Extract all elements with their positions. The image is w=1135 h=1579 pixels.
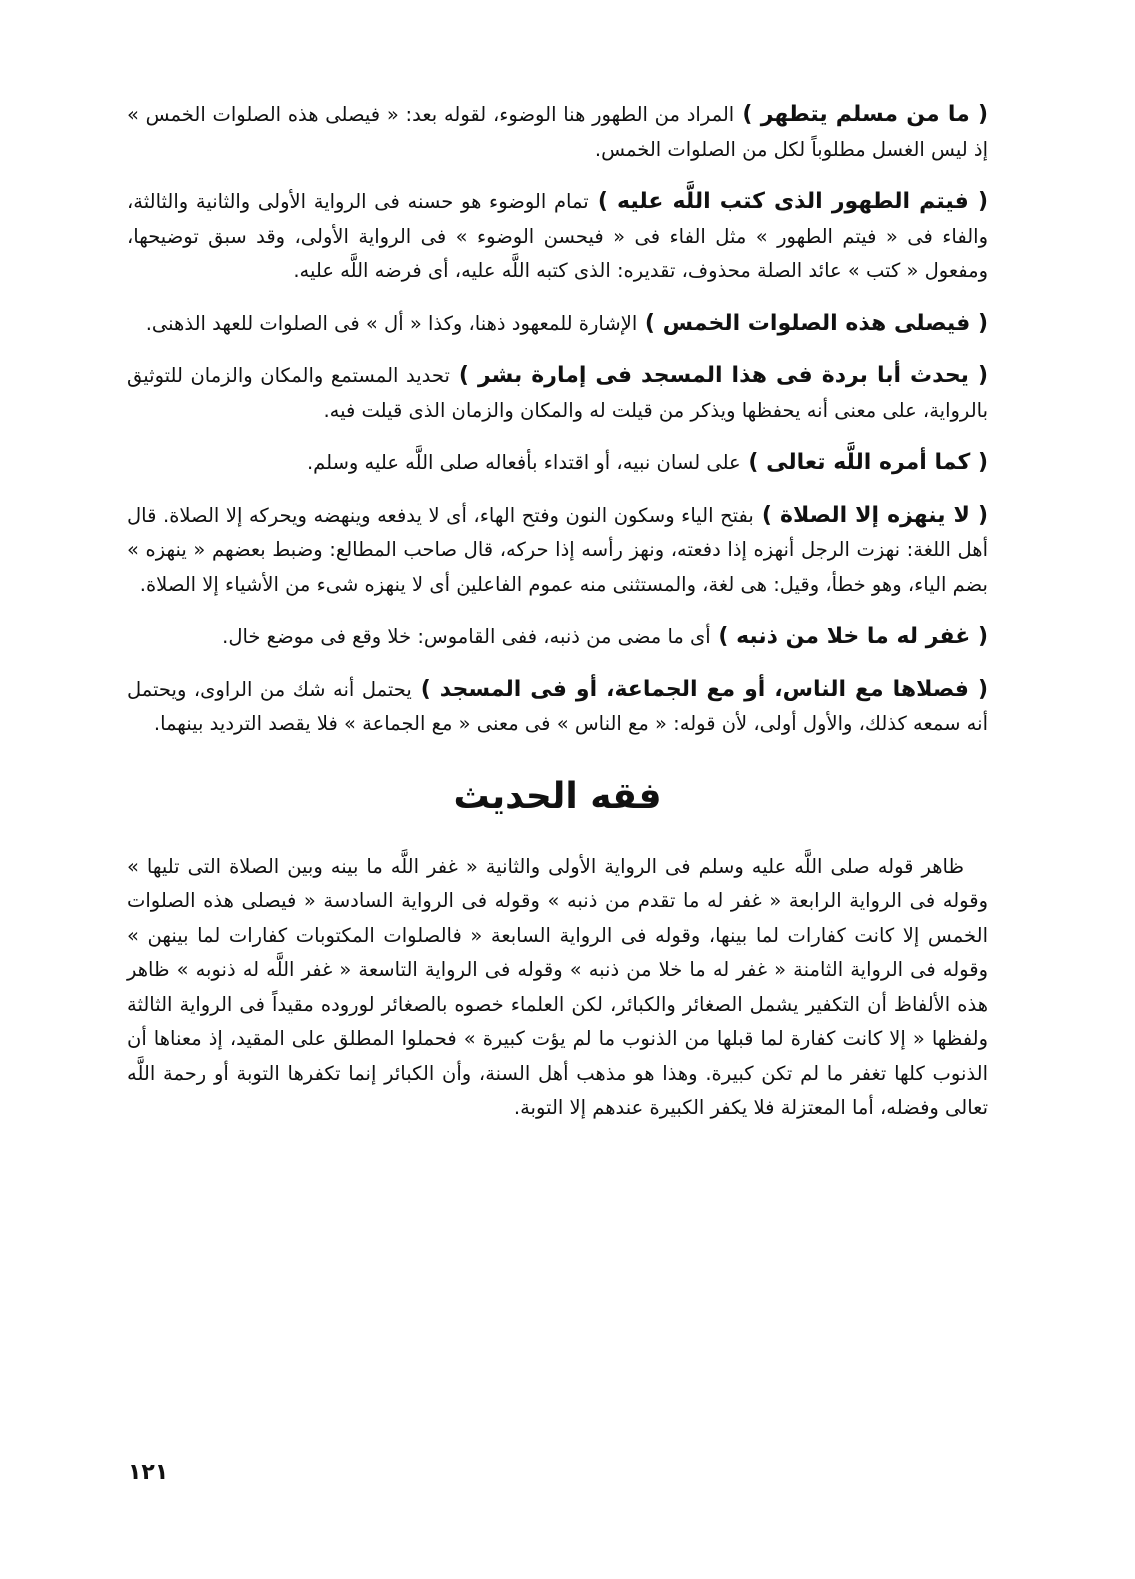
entry-7: ( غفر له ما خلا من ذنبه ) أى ما مضى من ذنبه، ففى القاموس: خلا وقع فى موضع خال. bbox=[222, 624, 988, 649]
entry-lemma: يحدث أبا بردة فى هذا المسجد فى إمارة بشر bbox=[477, 363, 969, 388]
entry-6: ( لا ينهزه إلا الصلاة ) بفتح الياء وسكون النون وفتح الهاء، أى لا يدفعه وينهضه ويحركه إلا الصلاة. قال أهل اللغة: نهزت الرجل أنهزه إذا دفعته، ونهز رأسه إذا حركه، قال صاحب المطالع: وضبط بعضهم « ينهزه » بضم الياء، وهو خطأ، وقيل: هى لغة، والمستثنى منه عموم الفاعلين أى لا ينهزه شىء من الأشياء إلا الصلاة. bbox=[127, 502, 989, 596]
entry-text: المراد من الطهور هنا الوضوء، لقوله بعد: « فيصلى هذه الصلوات الخمس » إذ ليس الغسل مطلوباً لكل من الصلوات الخمس. bbox=[127, 103, 988, 161]
entry-lemma: ما من مسلم يتطهر bbox=[760, 102, 970, 127]
entry-lemma: فصلاها مع الناس، أو مع الجماعة، أو فى المسجد bbox=[439, 676, 969, 702]
entry-text: يحتمل أنه شك من الراوى، ويحتمل أنه سمعه كذلك، والأول أولى، لأن قوله: « مع الناس » فى معنى « مع الجماعة » فلا يقصد الترديد بينهما. bbox=[127, 677, 988, 735]
entry-8: ( فصلاها مع الناس، أو مع الجماعة، أو فى المسجد ) يحتمل أنه شك من الراوى، ويحتمل أنه سمعه كذلك، والأول أولى، لأن قوله: « مع الناس » فى معنى « مع الجماعة » فلا يقصد الترديد بينهما. bbox=[127, 676, 989, 735]
entry-lemma: لا ينهزه إلا الصلاة bbox=[779, 502, 970, 528]
entry-text: الإشارة للمعهود ذهنا، وكذا « أل » فى الصلوات للعهد الذهنى. bbox=[145, 311, 638, 335]
entry-lemma: كما أمره اللَّه تعالى bbox=[766, 450, 971, 475]
entry-lemma: فيصلى هذه الصلوات الخمس bbox=[662, 310, 971, 336]
entry-text: تمام الوضوء هو حسنه فى الرواية الأولى والثانية والثالثة، والفاء فى « فيتم الطهور » مثل الفاء فى « فيحسن الوضوء » فى الرواية الأولى، وقد سبق توضيحها، ومفعول « كتب » عائد الصلة محذوف، تقديره: الذى كتبه اللَّه عليه، أى فرضه اللَّه عليه. bbox=[127, 190, 988, 282]
commentary-entries bbox=[127, 98, 988, 742]
entry-1: ( ما من مسلم يتطهر ) المراد من الطهور هنا الوضوء، لقوله بعد: « فيصلى هذه الصلوات الخمس » إذ ليس الغسل مطلوباً لكل من الصلوات الخمس. bbox=[127, 102, 989, 161]
entry-2: ( فيتم الطهور الذى كتب اللَّه عليه ) تمام الوضوء هو حسنه فى الرواية الأولى والثانية والثالثة، والفاء فى « فيتم الطهور » مثل الفاء فى « فيحسن الوضوء » فى الرواية الأولى، وقد سبق توضيحها، ومفعول « كتب » عائد الصلة محذوف، تقديره: الذى كتبه اللَّه عليه، أى فرضه اللَّه عليه. bbox=[127, 189, 989, 282]
entry-text: أى ما مضى من ذنبه، ففى القاموس: خلا وقع فى موضع خال. bbox=[222, 625, 711, 648]
entry-4: ( يحدث أبا بردة فى هذا المسجد فى إمارة بشر ) تحديد المستمع والمكان والزمان للتوثيق بالرواية، على معنى أنه يحفظها ويذكر من قيلت له والمكان والزمان الذى قيلت فيه. bbox=[127, 363, 989, 422]
entry-text: على لسان نبيه، أو اقتداء بأفعاله صلى اللَّه عليه وسلم. bbox=[306, 451, 741, 474]
section-paragraph: ظاهر قوله صلى اللَّه عليه وسلم فى الرواية الأولى والثانية « غفر اللَّه ما بينه وبين الصلاة التى تليها » وقوله فى الرواية الرابعة « غفر له ما تقدم من ذنبه » وقوله فى الرواية السادسة « فيصلى هذه الصلوات الخمس إلا كانت كفارات لما بينها، وقوله فى الرواية السابعة « فالصلوات المكتوبات كفارات لما بينهن » وقوله فى الرواية الثامنة « غفر له ما خلا من ذنبه » وقوله فى الرواية التاسعة « غفر اللَّه له ذنوبه » ظاهر هذه الألفاظ أن التكفير يشمل الصغائر والكبائر، لكن العلماء خصوه بالصغائر لوروده مقيداً فى الرواية الثالثة ولفظها « إلا كانت كفارة لما قبلها من الذنوب ما لم يؤت كبيرة » فحملوا المطلق على المقيد، إذ معناها أن الذنوب كلها تغفر ما لم تكن كبيرة. وهذا هو مذهب أهل السنة، وأن الكبائر إنما تكفرها التوبة أو رحمة اللَّه تعالى وفضله، أما المعتزلة فلا يكفر الكبيرة عندهم إلا التوبة. bbox=[127, 854, 988, 1119]
entry-text: بفتح الياء وسكون النون وفتح الهاء، أى لا يدفعه وينهضه ويحركه إلا الصلاة. قال أهل اللغة: نهزت الرجل أنهزه إذا دفعته، ونهز رأسه إذا حركه، قال صاحب المطالع: وضبط بعضهم « ينهزه » بضم الياء، وهو خطأ، وقيل: هى لغة، والمستثنى منه عموم الفاعلين أى لا ينهزه شىء من الأشياء إلا الصلاة. bbox=[127, 503, 988, 596]
entry-3: ( فيصلى هذه الصلوات الخمس ) الإشارة للمعهود ذهنا، وكذا « أل » فى الصلوات للعهد الذهنى. bbox=[145, 310, 988, 336]
entry-text: تحديد المستمع والمكان والزمان للتوثيق بالرواية، على معنى أنه يحفظها ويذكر من قيلت له والمكان والزمان الذى قيلت فيه. bbox=[127, 364, 988, 422]
entry-lemma: فيتم الطهور الذى كتب اللَّه عليه bbox=[617, 189, 969, 214]
section-heading: فقه الحديث bbox=[453, 775, 662, 817]
entry-lemma: غفر له ما خلا من ذنبه bbox=[736, 624, 971, 649]
entry-5: ( كما أمره اللَّه تعالى ) على لسان نبيه، أو اقتداء بأفعاله صلى اللَّه عليه وسلم. bbox=[306, 450, 988, 475]
page-number: ١٢١ bbox=[128, 1460, 169, 1485]
